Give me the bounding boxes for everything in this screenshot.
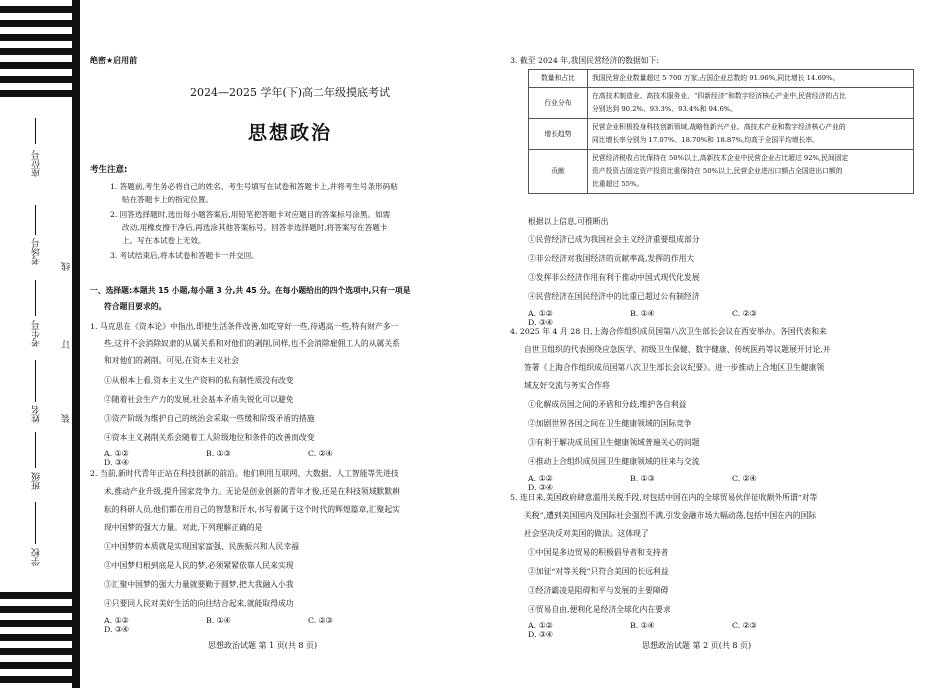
q4-option: ④推动上合组织成员国卫生健康领域的往来与交流 [528,457,700,466]
q4-option: ③有利于解决成员国卫生健康领域普遍关心的问题 [528,438,700,447]
table-key: 行业分布 [529,88,588,119]
subject-title: 思想政治 [247,122,332,144]
notice-line: 3. 考试结束后,将本试卷和答题卡一并交回。 [110,251,259,260]
q1-option: ③资产阶级为维护自己的统治会采取一些缓和阶级矛盾的措施 [104,414,315,423]
q1-option: ①从根本上看,资本主义生产资料的私有制性质没有改变 [104,376,294,385]
q4-stem: 域友好交流与务实合作将 [524,381,610,390]
q3-option: ③发挥非公经济作用有利于推动中国式现代化发展 [528,273,700,282]
class-line [35,432,36,468]
q5-answers [528,621,908,639]
q1-stem: 和对他们的剥削。可见,在资本主义社会 [104,356,240,365]
q5-option: ④贸易自由,便利化是经济全球化内在要求 [528,605,671,614]
answer-c[interactable]: C. ②③ [732,621,757,630]
answer-b[interactable]: B. ①④ [206,616,231,625]
q2-option: ④只要同人民对美好生活的向往结合起来,就能取得成功 [104,599,294,608]
q3-lead: 根据以上信息,可推断出 [528,217,609,226]
table-value: 我国民营企业数量超过 5 700 万家,占国企业总数的 91.96%,同比增长 14.69%。 [588,70,914,88]
q2-answers [104,616,484,634]
answer-d[interactable]: D. ③④ [528,483,553,492]
answer-d[interactable]: D. ③④ [104,625,129,634]
notice-line: 2. 回答选择题时,选出每小题答案后,用铅笔把答题卡对应题目的答案标号涂黑。如需 [110,210,391,219]
school-line [35,502,36,544]
section-heading: 一、选择题:本题共 15 小题,每小题 3 分,共 45 分。在每小题给出的四个选项中,只有一项是 [90,286,411,295]
answer-d[interactable]: D. ③④ [528,630,553,639]
answer-a[interactable]: A. ①② [528,474,553,483]
seat-number-line [35,118,36,144]
exam-title: 2024—2025 学年(下)高二年级摸底考试 [189,86,391,99]
q4-option: ②加剧世界各国之间在卫生健康领域的国际竞争 [528,419,692,428]
q4-stem: 签署《上海合作组织成员国第八次卫生部长会议纪要》。进一步推动上合地区卫生健康领 [524,363,825,372]
table-row [529,70,914,88]
q2-option: ①中国梦的本质就是实现国家富强、民族振兴和人民幸福 [104,542,299,551]
q5-stem: 社会坚决反对美国的做法。这体现了 [524,529,649,538]
name-label: 姓名 [32,405,42,423]
table-value: 民营企业积极投身科技创新领域,战略性新兴产业、高技术产业和数字经济核心产业的 同比增长率分别为 17.07%、18.70%和 18.87%,均高于全国平均增长率。 [588,119,914,150]
class-label: 班级 [32,472,42,490]
q5-option: ③经济霸凌是阻碍和平与发展的主要障碍 [528,586,669,595]
q5-stem: 5. 连日来,美国政府肆意滥用关税手段,对包括中国在内的全球贸易伙伴征收额外所谓“对等 [510,493,818,502]
exam-room-label: 考场号 [32,238,42,265]
table-row [529,150,914,194]
q2-option: ③汇聚中国梦的强大力量就要勤于圆梦,把大我融入小我 [104,580,294,589]
q5-option: ②加征“对等关税”只符合美国的长远利益 [528,567,669,576]
economy-data-table [528,69,914,194]
notice-line: 上。写在本试卷上无效。 [122,236,206,245]
q3-option: ②非公经济对我国经济的贡献率高,发挥的作用大 [528,254,695,263]
q4-stem: 4. 2025 年 4 月 28 日,上海合作组织成员国第八次卫生部长会议在西安举办。各国代表和来 [510,327,827,336]
answer-b[interactable]: B. ①④ [630,309,655,318]
answer-b[interactable]: B. ①③ [206,449,231,458]
section-heading: 符合题目要求的。 [104,302,167,311]
page-footer: 思想政治试题 第 2 页(共 8 页) [642,641,752,650]
table-key: 数量和占比 [529,70,588,88]
q3-option: ④民营经济在国民经济中的比重已超过公有制经济 [528,292,700,301]
notice-line: 贴在答题卡上的指定位置。 [122,195,214,204]
q2-stem: 现中国梦的强大力量。对此,下列理解正确的是 [104,523,263,532]
q5-option: ①中国是多边贸易的积极倡导者和支持者 [528,548,669,557]
q1-stem: 些,这并不会消除奴隶的从属关系和对他们的剥削,同样,也不会消除雇佣工人的从属关系 [104,339,400,348]
table-row [529,88,914,119]
name-line [35,360,36,402]
table-value: 民营经济税收占比保持在 50%以上,高新技术企业中民营企业占比超过 92%,民间固定 资产投资占固定资产投资比重保持在 50%以上,民营企业进出口额占全国进出口额的 比重超过 55%。 [588,150,914,194]
q2-stem: 耘的科研人员,他们都在用自己的智慧和汗水,书写着属于这个时代的辉煌篇章,汇聚起实 [104,505,400,514]
answer-b[interactable]: B. ①③ [630,474,655,483]
q2-stem: 术,推动产业升级,提升国家竞争力。无论是创业创新的青年才俊,还是在科技领域默默耕 [104,487,400,496]
answer-d[interactable]: D. ③④ [104,458,129,467]
q4-option: ①化解成员国之间的矛盾和分歧,维护各自利益 [528,400,687,409]
q1-stem: 1. 马克思在《资本论》中指出,即使生活条件改善,如吃穿好一些,待遇高一些,特有财产多一 [90,322,399,331]
table-row [529,119,914,150]
q3-option: ①民营经济已成为我国社会主义经济重要组成部分 [528,235,700,244]
answer-a[interactable]: A. ①② [104,616,129,625]
binding-edge [72,0,80,688]
table-key: 增长趋势 [529,119,588,150]
notice-line: 改动,用橡皮擦干净后,再选涂其他答案标号。回答非选择题时,将答案写在答题卡 [122,223,388,232]
q2-option: ②中国梦归根到底是人民的梦,必须紧紧依靠人民来实现 [104,561,294,570]
answer-c[interactable]: C. ②④ [732,474,757,483]
binding-mark-bind: 装 [62,414,72,423]
q3-stem: 3. 截至 2024 年,我国民营经济的数据如下: [510,56,659,65]
q1-option: ④资本主义剥削关系会随着工人阶级地位和条件的改善而改变 [104,433,315,442]
table-value: 在高技术制造业、高技术服务业、“四新经济”和数字经济核心产业中,民营经济的占比 分别达到 90.2%、93.3%、93.4%和 94.6%。 [588,88,914,119]
notice-title: 考生注意: [90,165,128,175]
q2-stem: 2. 当前,新时代青年正站在科技创新的前沿。他们利用互联网、大数据、人工智能等先进技 [90,469,399,478]
binding-mark-order: 订 [62,340,72,349]
student-number-label: 考生号 [32,320,42,347]
student-number-line [35,280,36,316]
answer-b[interactable]: B. ①④ [630,621,655,630]
page-footer: 思想政治试题 第 1 页(共 8 页) [208,641,318,650]
answer-d[interactable]: D. ③④ [528,318,553,327]
q5-stem: 关税”,遭到美国国内及国际社会强烈不满,引发金融市场大幅动荡,包括中国在内的国际 [524,511,817,520]
answer-c[interactable]: C. ②③ [732,309,757,318]
table-key: 贡献 [529,150,588,194]
answer-c[interactable]: C. ②③ [308,616,333,625]
q4-stem: 自世卫组织的代表围绕应急医学、初级卫生保健、数字健康、传统医药等议题展开讨论,并 [524,345,831,354]
q1-option: ②随着社会生产力的发展,社会基本矛盾失锐化可以避免 [104,395,294,404]
exam-room-line [35,205,36,235]
answer-c[interactable]: C. ②④ [308,449,333,458]
answer-a[interactable]: A. ①② [528,309,553,318]
binding-mark-line: 线 [62,262,72,271]
seat-number-label: 座位号 [32,150,42,177]
answer-a[interactable]: A. ①② [104,449,129,458]
notice-line: 1. 答题前,考生务必将自己的姓名、考生号填写在试卷和答题卡上,并将考生号条形码粘 [110,182,398,191]
answer-a[interactable]: A. ①② [528,621,553,630]
school-label: 学校 [32,548,42,566]
confidential-mark: 绝密★启用前 [90,56,138,65]
